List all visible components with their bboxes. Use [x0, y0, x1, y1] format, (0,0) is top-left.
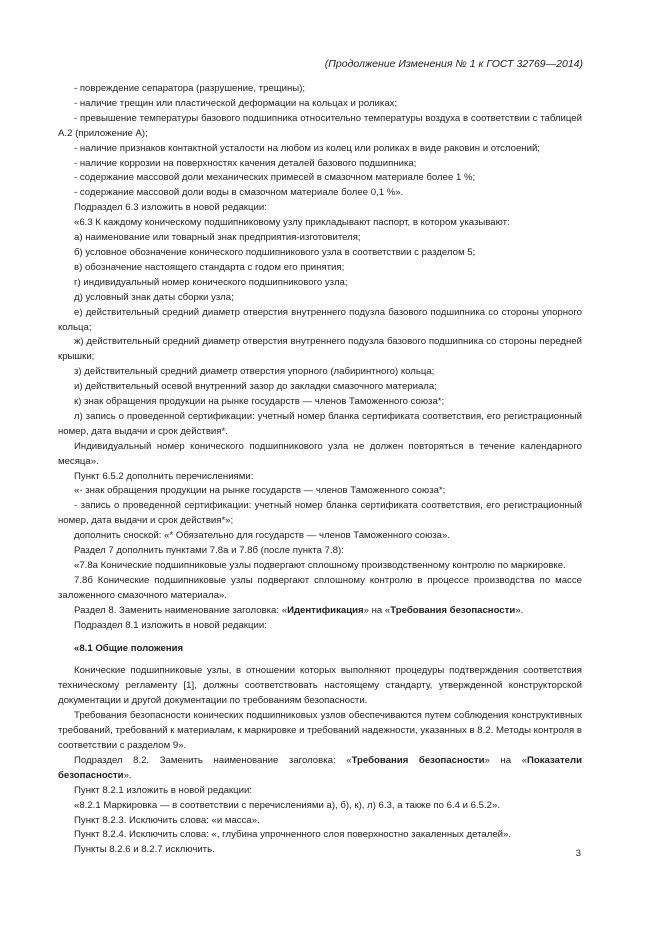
list-item: в) обозначение настоящего стандарта с годом его принятия; [74, 261, 345, 273]
paragraph: дополнить сноской: «* Обязательно для государств — членов Таможенного союза». [74, 530, 451, 542]
text-run: ». [515, 604, 524, 616]
paragraph: Подраздел 6.3 изложить в новой редакции: [74, 202, 267, 214]
list-item: б) условное обозначение конического подшипникового узла в соответствии с разделом 5; [74, 246, 476, 258]
page-header: (Продолжение Изменения № 1 к ГОСТ 32769—2014) [324, 58, 583, 70]
paragraph: - наличие признаков контактной усталости на любом из колец или роликах в виде раковин и отслоений; [74, 142, 540, 154]
paragraph: 7.8б Конические подшипниковые узлы подвергают сплошному контролю в процессе производства по массе заложенного смазочного материала». [58, 574, 582, 601]
paragraph: - наличие коррозии на поверхностях качения деталей базового подшипника; [74, 157, 417, 169]
paragraph: - содержание массовой доли воды в смазочном материале более 0,1 %». [74, 187, 404, 199]
paragraph: «6.3 К каждому коническому подшипниковому узлу прикладывают паспорт, в котором указывают: [74, 217, 510, 229]
text-run: » на « [363, 604, 391, 616]
paragraph: «8.2.1 Маркировка — в соответствии с перечислениями а), б), к), л) 6.3, а также по 6.4 и 6.5.2». [74, 799, 501, 811]
paragraph [58, 754, 582, 784]
paragraph: «7.8а Конические подшипниковые узлы подвергают сплошному производственному контролю по маркировке. [74, 560, 566, 571]
paragraph: Пункт 8.2.4. Исключить слова: «, глубина упрочненного слоя поверхностно закаленных деталей». [74, 829, 512, 841]
paragraph: Индивидуальный номер конического подшипникового узла не должен повторяться в течение календарного месяца». [58, 440, 582, 467]
list-item: а) наименование или товарный знак предприятия-изготовителя; [74, 232, 361, 244]
list-item: з) действительный средний диаметр отверстия упорного (лабиринтного) кольца; [74, 366, 435, 378]
paragraph: Подраздел 8.1 изложить в новой редакции: [74, 619, 267, 631]
paragraph: Раздел 7 дополнить пунктами 7.8а и 7.8б (после пункта 7.8): [74, 545, 344, 557]
paragraph: - наличие трещин или пластической деформации на кольцах и роликах; [74, 97, 398, 109]
paragraph [58, 604, 582, 619]
list-item: л) запись о проведенной сертификации: учетный номер бланка сертификата соответствия, его регистрационный номер, дата выдачи и срок действия*. [58, 410, 582, 437]
paragraph: Пункт 8.2.3. Исключить слова: «и масса». [74, 814, 260, 826]
section-heading: «8.1 Общие положения [74, 642, 184, 654]
text-run: » на « [484, 754, 527, 766]
list-item: ж) действительный средний диаметр отверстия внутреннего подузла базового подшипника со стороны передней крышки; [58, 336, 582, 363]
bold-run: Идентификация [287, 604, 364, 616]
text-run: Подраздел 8.2. Заменить наименование заголовка: « [74, 754, 352, 766]
paragraph: Пункт 6.5.2 дополнить перечислениями: [74, 470, 254, 482]
paragraph: Пункты 8.2.6 и 8.2.7 исключить. [74, 844, 215, 856]
document-body [58, 82, 582, 858]
paragraph: - превышение температуры базового подшипника относительно температуры воздуха в соответствии с таблицей А.2 (приложение А); [58, 112, 582, 139]
paragraph: - содержание массовой доли механических примесей в смазочном материале более 1 %; [74, 172, 476, 184]
text-run: Раздел 8. Заменить наименование заголовка: « [74, 604, 288, 616]
paragraph: Требования безопасности конических подшипниковых узлов обеспечиваются путем соблюдения конструктивных требований, требований к материалам, к маркировке и требований надежности, указанных в 8.2. Методы контроля в соответствии с разделом 9». [58, 710, 582, 751]
paragraph: - запись о проведенной сертификации: учетный номер бланка сертификата соответствия, его регистрационный номер, дата выдачи и срок действия*»; [58, 500, 582, 527]
list-item: г) индивидуальный номер конического подшипникового узла; [74, 276, 348, 288]
bold-run: Показатели безопасности [58, 754, 582, 781]
bold-run: Требования безопасности [351, 754, 485, 766]
list-item: и) действительный осевой внутренний зазор до закладки смазочного материала; [74, 381, 437, 393]
list-item: е) действительный средний диаметр отверстия внутреннего подузла базового подшипника со стороны упорного кольца; [58, 306, 582, 333]
page-number: 3 [575, 848, 581, 859]
list-item: к) знак обращения продукции на рынке государств — членов Таможенного союза*; [74, 396, 445, 408]
paragraph: - повреждение сепаратора (разрушение, трещины); [74, 83, 306, 94]
bold-run: Требования безопасности [390, 604, 516, 616]
text-run: ». [123, 769, 132, 781]
paragraph: Пункт 8.2.1 изложить в новой редакции: [74, 784, 252, 796]
paragraph: «- знак обращения продукции на рынке государств — членов Таможенного союза*; [74, 485, 446, 497]
list-item: д) условный знак даты сборки узла; [74, 291, 234, 303]
paragraph: Конические подшипниковые узлы, в отношении которых выполняют процедуры подтверждения соответствия техническому регламенту [1], должны соответствовать настоящему стандарту, утвержденной конструкторской документации и другой документации по требованиям безопасности. [58, 665, 582, 707]
